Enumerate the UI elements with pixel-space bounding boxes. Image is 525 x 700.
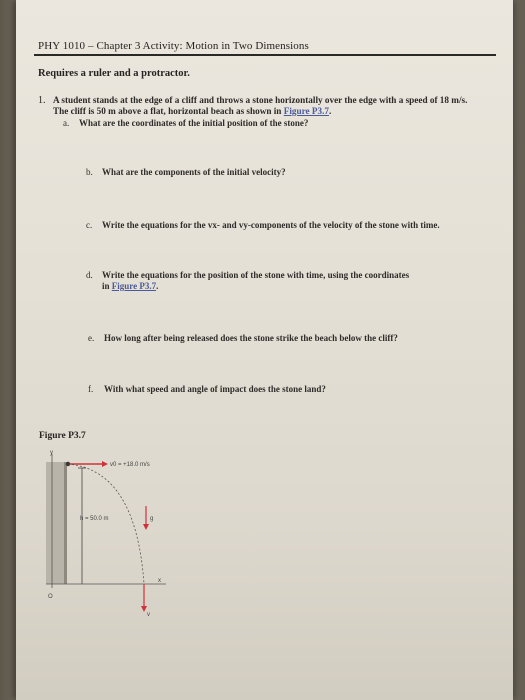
impact-velocity-label: v bbox=[147, 612, 150, 618]
part-e bbox=[88, 333, 398, 343]
part-d-letter-wrap bbox=[86, 270, 102, 280]
gravity-label: g bbox=[150, 516, 154, 522]
trajectory-path bbox=[68, 464, 144, 584]
y-axis-label: y bbox=[50, 450, 53, 456]
part-d-line2-start: in bbox=[102, 281, 112, 291]
height-label: h = 50.0 m bbox=[80, 516, 109, 522]
part-c-text: Write the equations for the vx- and vy-components of the velocity of the stone with time. bbox=[102, 220, 440, 230]
part-b bbox=[86, 167, 286, 177]
cliff-edge bbox=[64, 462, 67, 584]
part-a bbox=[63, 118, 308, 128]
part-d-line1: Write the equations for the position of the stone with time, using the coordinates bbox=[102, 270, 410, 280]
part-f-letter: f. bbox=[88, 384, 94, 394]
question-stem bbox=[53, 95, 483, 117]
part-f bbox=[88, 384, 326, 394]
x-axis-label: x bbox=[158, 578, 161, 584]
requirement-note: Requires a ruler and a protractor. bbox=[38, 68, 190, 79]
gravity-arrowhead bbox=[143, 524, 149, 530]
part-a-text: What are the coordinates of the initial position of the stone? bbox=[79, 118, 309, 128]
part-a-letter: a. bbox=[63, 118, 70, 128]
part-d-line2-end: . bbox=[156, 281, 159, 291]
figure-link[interactable]: Figure P3.7 bbox=[283, 106, 329, 116]
part-b-text: What are the components of the initial velocity? bbox=[102, 167, 286, 177]
figure-caption: Figure P3.7 bbox=[39, 431, 86, 441]
part-d-figure-link[interactable]: Figure P3.7 bbox=[111, 281, 157, 291]
origin-label: O bbox=[48, 594, 53, 600]
part-d-text bbox=[102, 270, 482, 292]
part-d-letter: d. bbox=[86, 270, 93, 280]
part-c bbox=[86, 220, 440, 230]
cliff-shape bbox=[46, 462, 64, 584]
question-number: 1. bbox=[38, 95, 46, 106]
part-b-letter: b. bbox=[86, 167, 93, 177]
question-stem-text: A student stands at the edge of a cliff and throws a stone horizontally over the edge with a speed of 18 m/s. The cliff is 50 m above a flat, horizontal beach as shown in bbox=[53, 95, 468, 116]
part-e-text: How long after being released does the stone strike the beach below the cliff? bbox=[104, 333, 398, 343]
part-d-line2 bbox=[102, 281, 482, 292]
page-header-title: PHY 1010 – Chapter 3 Activity: Motion in Two Dimensions bbox=[38, 40, 309, 52]
part-f-text: With what speed and angle of impact does the stone land? bbox=[104, 384, 326, 394]
worksheet-page bbox=[16, 0, 513, 700]
initial-velocity-label: v0 = +18.0 m/s bbox=[110, 462, 150, 468]
initial-velocity-arrowhead bbox=[102, 461, 108, 467]
part-c-letter: c. bbox=[86, 220, 93, 230]
cliff-projectile-figure bbox=[46, 448, 206, 618]
header-divider bbox=[34, 54, 496, 56]
part-e-letter: e. bbox=[88, 333, 95, 343]
question-stem-end: . bbox=[328, 106, 332, 116]
